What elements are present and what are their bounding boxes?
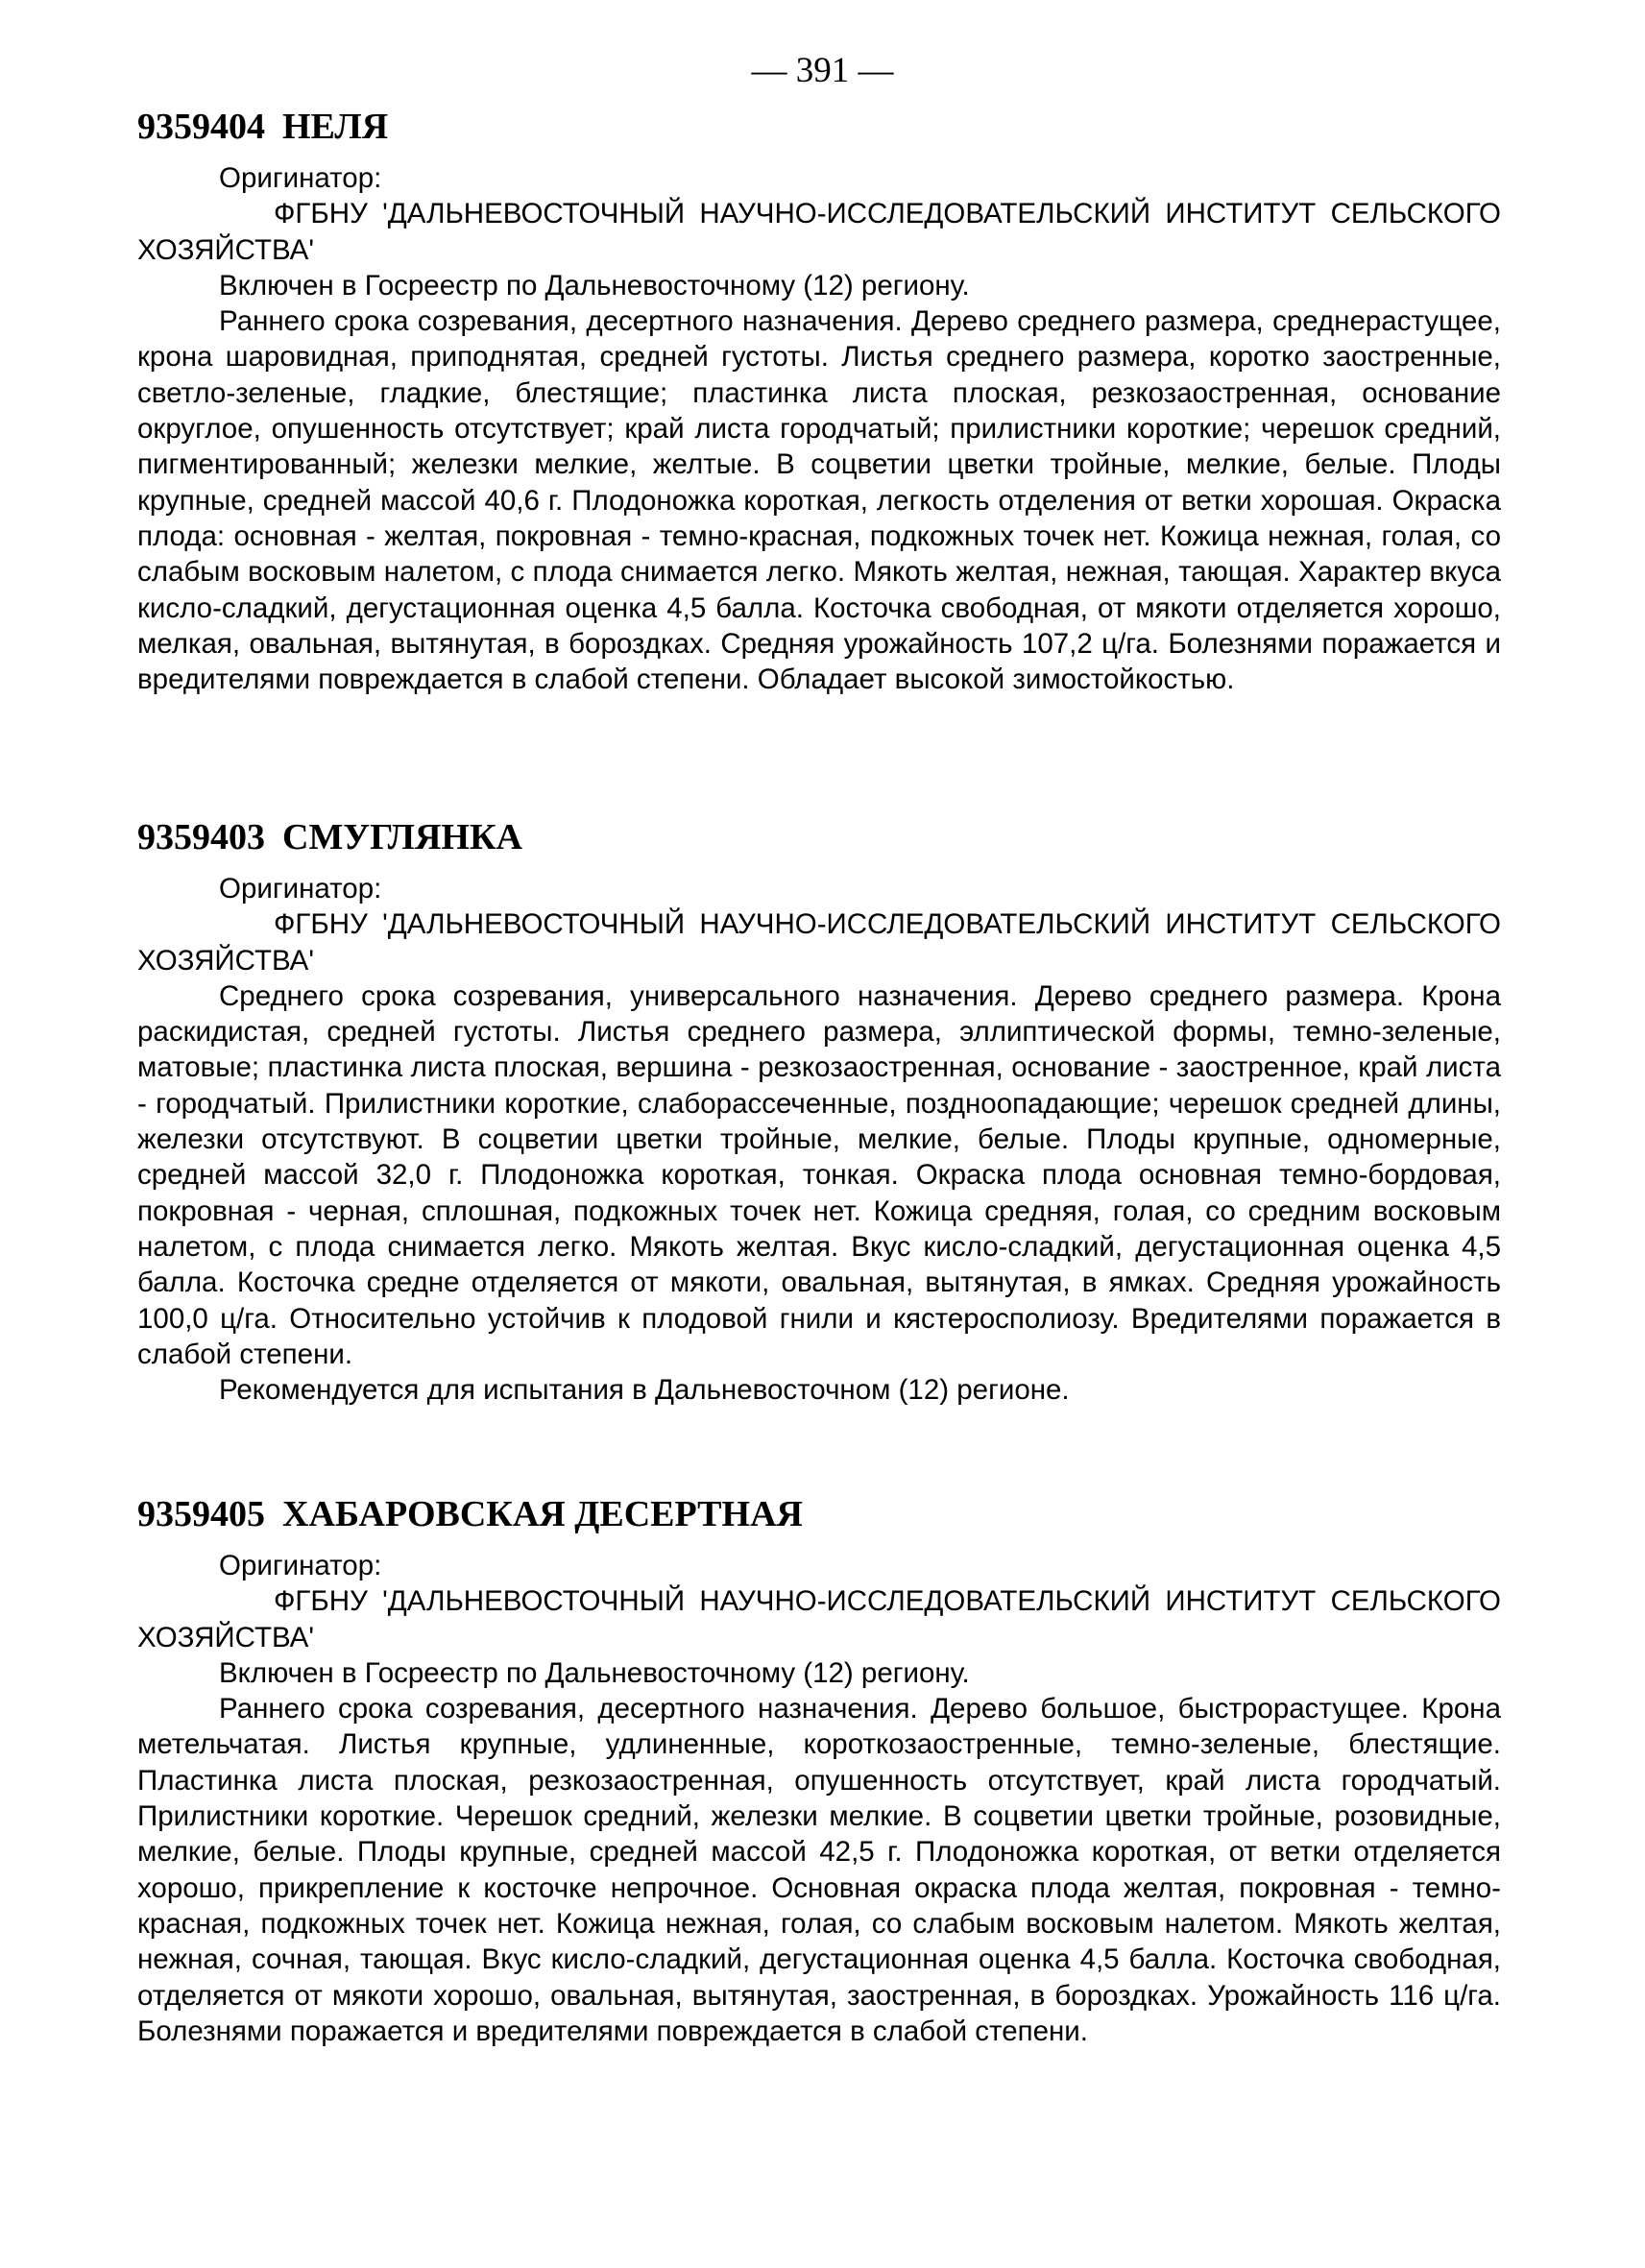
entry-title [137, 1491, 1501, 1537]
variety-description: Раннего срока созревания, десертного назначения. Дерево большое, быстрорастущее. Крона метельчатая. Листья крупные, удлиненные, короткозаостренные, темно-зеленые, блестящие. Пластинка листа плоская, резкозаостренная, опушенность отсутствует, край листа городчатый. Прилистники короткие. Черешок средний, железки мелкие. В соцветии цветки тройные, розовидные, мелкие, белые. Плоды крупные, средней массой 42,5 г. Плодоножка короткая, от ветки отделяется хорошо, прикрепление к косточке непрочное. Основная окраска плода желтая, покровная - темно-красная, подкожных точек нет. Кожица нежная, голая, со слабым восковым налетом. Мякоть желтая, нежная, сочная, тающая. Вкус кисло-сладкий, дегустационная оценка 4,5 балла. Косточка свободная, отделяется от мякоти хорошо, овальная, вытянутая, заостренная, в бороздках. Урожайность 116 ц/га. Болезнями поражается и вредителями повреждается в слабой степени. [137, 1693, 1501, 2047]
entry-title [137, 814, 1501, 860]
registry-note: Включен в Госреестр по Дальневосточному (12) региону. [219, 269, 970, 302]
variety-description: Раннего срока созревания, десертного назначения. Дерево среднего размера, среднерастущее, крона шаровидная, приподнятая, средней густоты. Листья среднего размера, коротко заостренные, светло-зеленые, гладкие, блестящие; пластинка листа плоская, резкозаостренная, основание округлое, опушенность отсутствует; край листа городчатый; прилистники короткие; черешок средний, пигментированный; железки мелкие, желтые. В соцветии цветки тройные, мелкие, белые. Плоды крупные, средней массой 40,6 г. Плодоножка короткая, легкость отделения от ветки хорошая. Окраска плода: основная - желтая, покровная - темно-красная, подкожных точек нет. Кожица нежная, голая, со слабым восковым налетом, с плода снимается легко. Мякоть желтая, нежная, тающая. Характер вкуса кисло-сладкий, дегустационная оценка 4,5 балла. Косточка свободная, от мякоти отделяется хорошо, мелкая, овальная, вытянутая, в бороздках. Средняя урожайность 107,2 ц/га. Болезнями поражается и вредителями повреждается в слабой степени. Обладает высокой зимостойкостью. [137, 305, 1501, 696]
variety-name: НЕЛЯ [282, 107, 389, 147]
originator-label: Оригинатор: [219, 1550, 382, 1581]
originator-name: ФГБНУ 'ДАЛЬНЕВОСТОЧНЫЙ НАУЧНО-ИССЛЕДОВАТЕЛЬСКИЙ ИНСТИТУТ СЕЛЬСКОГО ХОЗЯЙСТВА' [137, 1585, 1501, 1653]
variety-entry-smuglyanka [137, 814, 1501, 1408]
variety-entry-nelya [137, 104, 1501, 697]
variety-description: Среднего срока созревания, универсального назначения. Дерево среднего размера. Крона раскидистая, средней густоты. Листья среднего размера, эллиптической формы, темно-зеленые, матовые; пластинка листа плоская, вершина - резкозаостренная, основание - заостренное, край листа - городчатый. Прилистники короткие, слаборассеченные, поздноопадающие; черешок средней длины, железки отсутствуют. В соцветии цветки тройные, мелкие, белые. Плоды крупные, одномерные, средней массой 32,0 г. Плодоножка короткая, тонкая. Окраска плода основная темно-бордовая, покровная - черная, сплошная, подкожных точек нет. Кожица средняя, голая, со средним восковым налетом, с плода снимается легко. Мякоть желтая. Вкус кисло-сладкий, дегустационная оценка 4,5 балла. Косточка средне отделяется от мякоти, овальная, вытянутая, в ямках. Средняя урожайность 100,0 ц/га. Относительно устойчив к плодовой гнили и кястеросполиозу. Вредителями поражается в слабой степени. [137, 979, 1501, 1370]
recommendation-note: Рекомендуется для испытания в Дальневосточном (12) регионе. [219, 1374, 1070, 1407]
variety-entry-khabarovskaya-desertnaya [137, 1491, 1501, 2049]
page-number: — 391 — [751, 51, 894, 90]
originator-name: ФГБНУ 'ДАЛЬНЕВОСТОЧНЫЙ НАУЧНО-ИССЛЕДОВАТЕЛЬСКИЙ ИНСТИТУТ СЕЛЬСКОГО ХОЗЯЙСТВА' [137, 908, 1501, 977]
variety-code: 9359404 [137, 107, 265, 147]
variety-code: 9359403 [137, 817, 265, 857]
originator-name: ФГБНУ 'ДАЛЬНЕВОСТОЧНЫЙ НАУЧНО-ИССЛЕДОВАТЕЛЬСКИЙ ИНСТИТУТ СЕЛЬСКОГО ХОЗЯЙСТВА' [137, 198, 1501, 266]
variety-name: СМУГЛЯНКА [282, 817, 522, 857]
originator-label: Оригинатор: [219, 162, 382, 194]
entry-title [137, 104, 1501, 150]
registry-note: Включен в Госреестр по Дальневосточному (12) региону. [219, 1656, 970, 1689]
originator-label: Оригинатор: [219, 873, 382, 905]
variety-code: 9359405 [137, 1494, 265, 1534]
variety-name: ХАБАРОВСКАЯ ДЕСЕРТНАЯ [282, 1494, 803, 1534]
